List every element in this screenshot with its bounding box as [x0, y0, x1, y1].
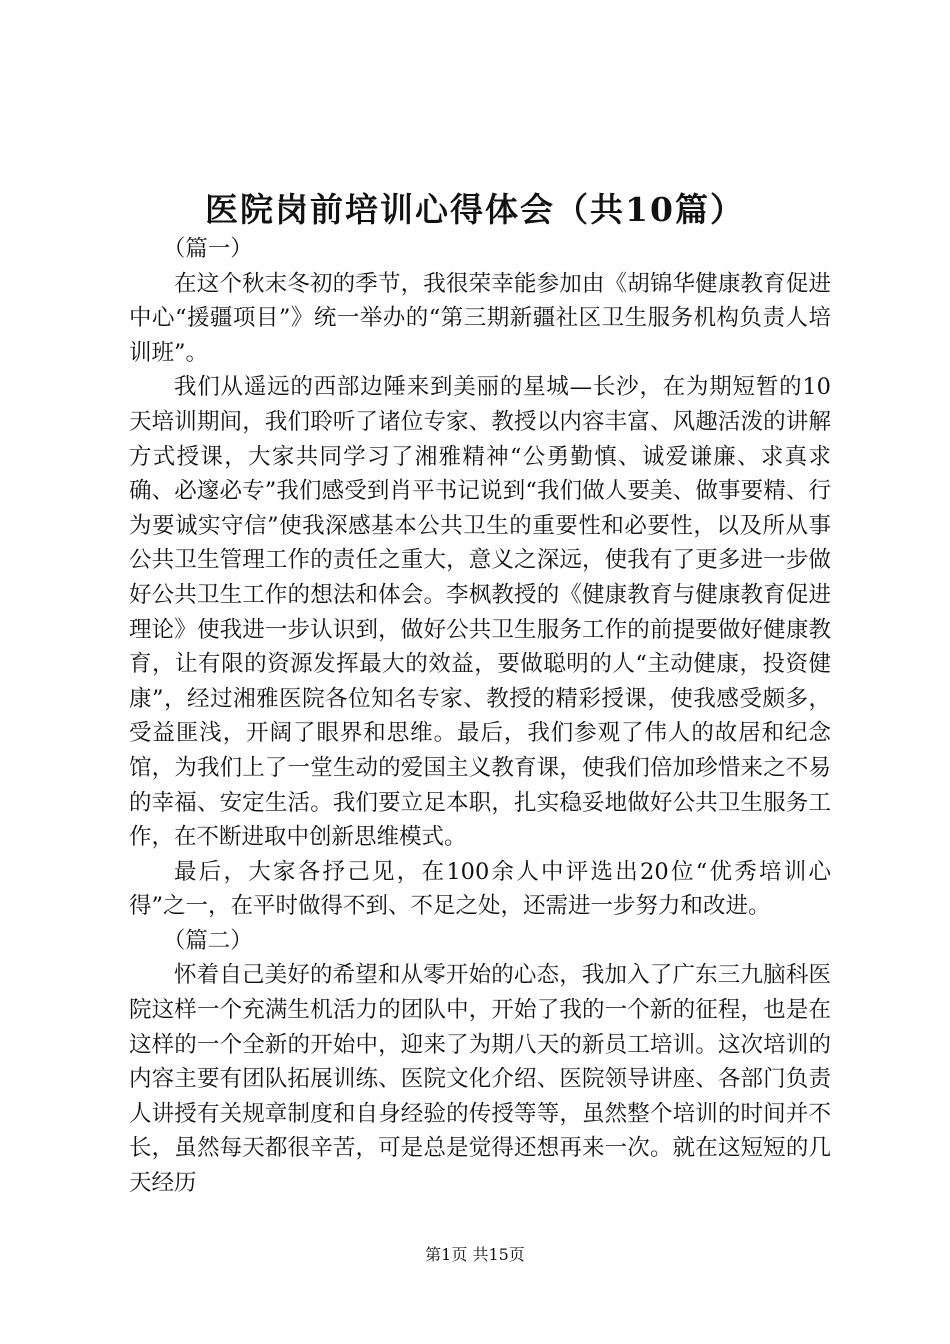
document-title: 医院岗前培训心得体会（共10篇） [205, 190, 745, 229]
page-footer: 第1页 共15页 [425, 1245, 525, 1264]
section-heading: （篇二） [162, 927, 253, 954]
section-heading: （篇一） [162, 236, 253, 262]
paragraph: 我们从遥远的西部边陲来到美丽的星城—长沙，在为期短暂的10天培训期间，我们聆听了诸位专家、教授以内容丰富、风趣活泼的讲解方式授课，大家共同学习了湘雅精神“公勇勤慎、诚爱谦廉、求真求确、必邃必专”我们感受到肖平书记说到“我们做人要美、做事要精、行为要诚实守信”使我深感基本公共卫生的重要性和必要性，以及所从事公共卫生管理工作的责任之重大，意义之深远，使我有了更多进一步做好公共卫生工作的想法和体会。李枫教授的《健康教育与健康教育促进理论》使我进一步认识到，做好公共卫生服务工作的前提要做好健康教育，让有限的资源发挥最大的效益，要做聪明的人“主动健康，投资健康”，经过湘雅医院各位知名专家、教授的精彩授课，使我感受颇多，受益匪浅，开阔了眼界和思维。最后，我们参观了伟人的故居和纪念馆，为我们上了一堂生动的爱国主义教育课，使我们倍加珍惜来之不易的幸福、安定生活。我们要立足本职，扎实稳妥地做好公共卫生服务工作，在不断进取中创新思维模式。 [129, 374, 831, 851]
paragraph: 在这个秋末冬初的季节，我很荣幸能参加由《胡锦华健康教育促进中心“援疆项目”》统一举办的“第三期新疆社区卫生服务机构负责人培训班”。 [129, 270, 831, 366]
paragraph: 最后，大家各抒己见，在100余人中评选出20位“优秀培训心得”之一，在平时做得不到、不足之处，还需进一步努力和改进。 [129, 858, 831, 920]
paragraph: 怀着自己美好的希望和从零开始的心态，我加入了广东三九脑科医院这样一个充满生机活力的团队中，开始了我的一个新的征程，也是在这样的一个全新的开始中，迎来了为期八天的新员工培训。这次培训的内容主要有团队拓展训练、医院文化介绍、医院领导讲座、各部门负责人讲授有关规章制度和自身经验的传授等等，虽然整个培训的时间并不长，虽然每天都很辛苦，可是总是觉得还想再来一次。就在这短短的几天经历 [129, 962, 831, 1197]
document-body [129, 232, 831, 1201]
